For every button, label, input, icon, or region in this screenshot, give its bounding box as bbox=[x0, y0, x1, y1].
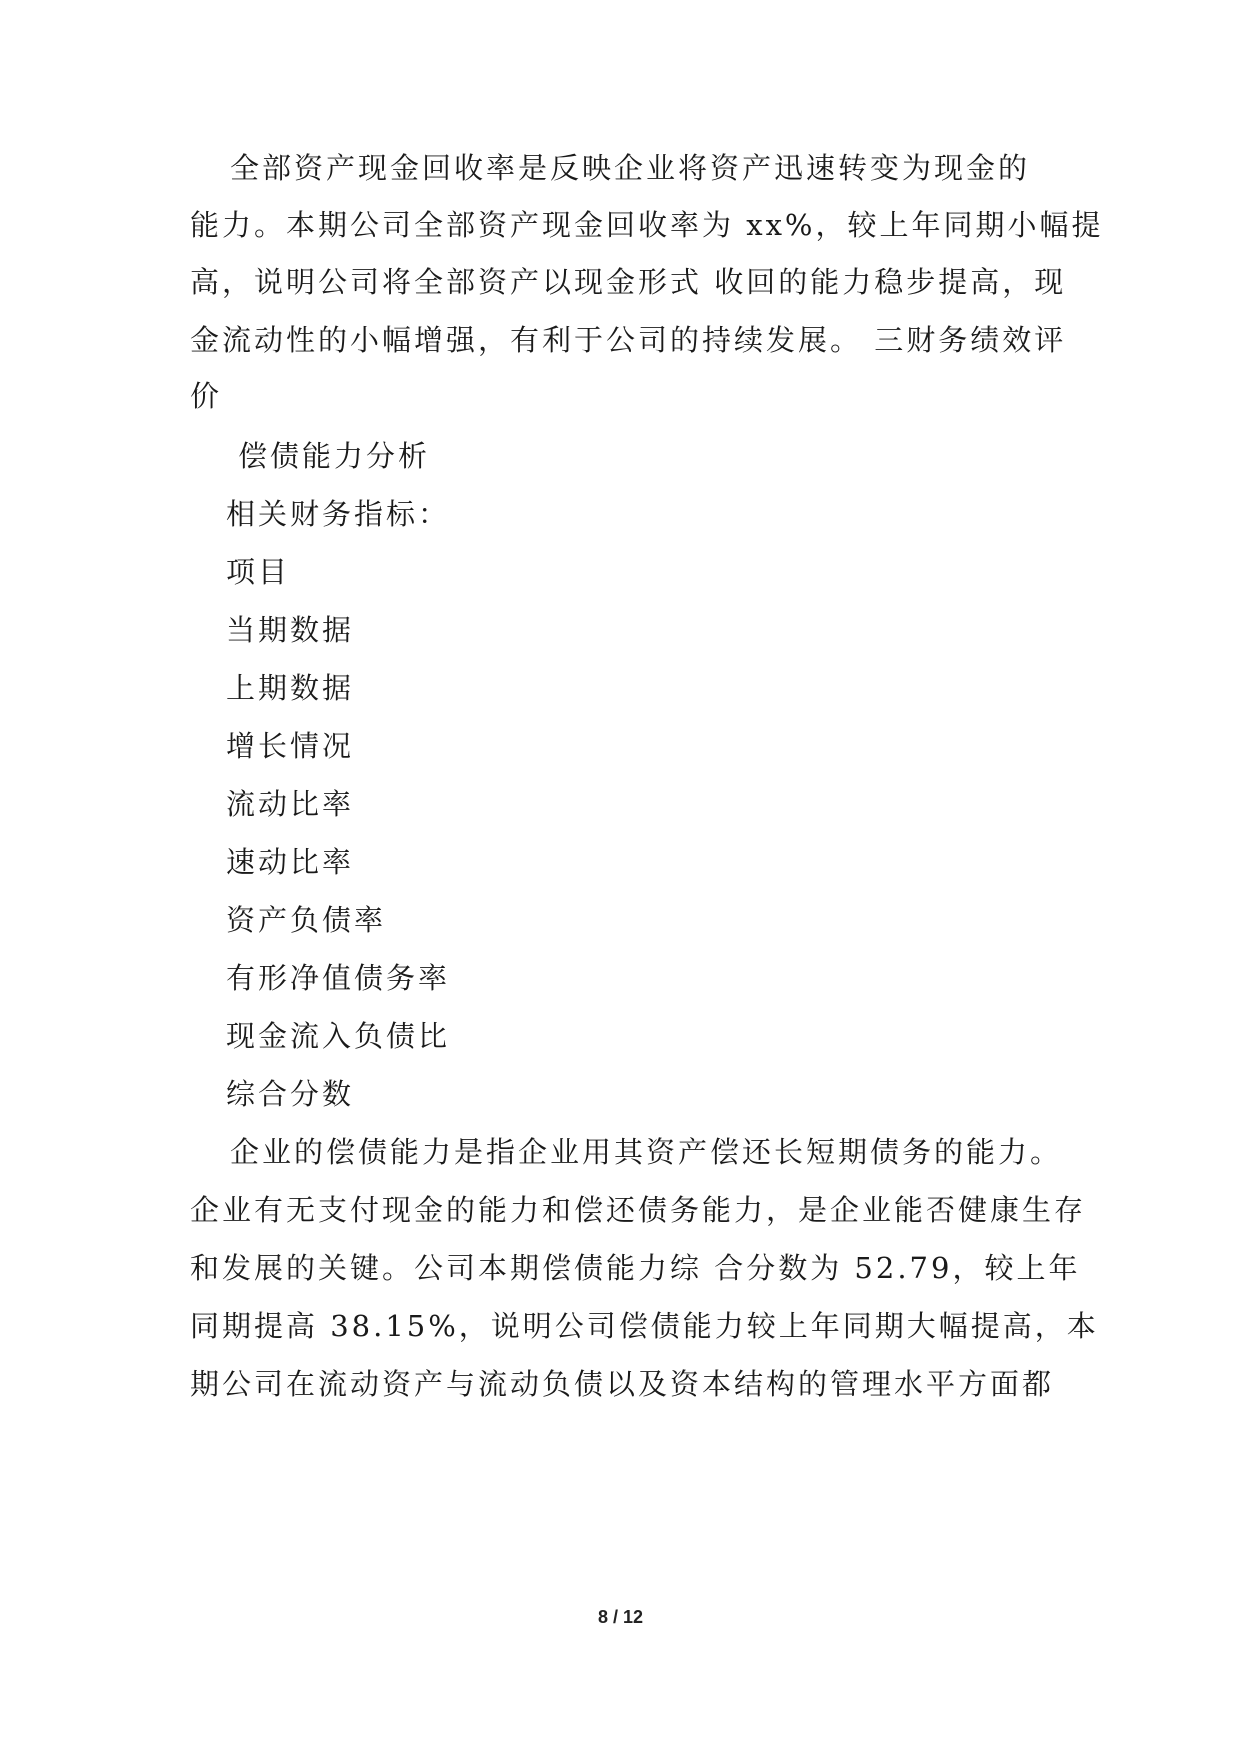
paragraph-line: 高，说明公司将全部资产以现金形式 收回的能力稳步提高，现 bbox=[190, 265, 1067, 299]
paragraph-line: 能力。本期公司全部资产现金回收率为 xx%，较上年同期小幅提 bbox=[190, 208, 1104, 242]
paragraph-line: 企业有无支付现金的能力和偿还债务能力，是企业能否健康生存 bbox=[190, 1193, 1087, 1227]
paragraph-line: 全部资产现金回收率是反映企业将资产迅速转变为现金的 bbox=[230, 151, 1031, 185]
list-item: 综合分数 bbox=[226, 1077, 355, 1111]
paragraph-line: 金流动性的小幅增强，有利于公司的持续发展。 三财务绩效评 bbox=[190, 323, 1067, 357]
list-item: 流动比率 bbox=[226, 787, 355, 821]
page-number: 8 / 12 bbox=[597, 1607, 644, 1627]
indicator-intro: 相关财务指标： bbox=[226, 497, 451, 531]
list-item: 增长情况 bbox=[226, 729, 355, 763]
list-item: 资产负债率 bbox=[226, 903, 387, 937]
paragraph-line: 期公司在流动资产与流动负债以及资本结构的管理水平方面都 bbox=[190, 1367, 1055, 1401]
paragraph-line: 同期提高 38.15%，说明公司偿债能力较上年同期大幅提高，本 bbox=[190, 1309, 1099, 1343]
list-item: 现金流入负债比 bbox=[226, 1019, 451, 1053]
list-item: 有形净值债务率 bbox=[226, 961, 451, 995]
list-item: 上期数据 bbox=[226, 671, 355, 705]
list-item: 速动比率 bbox=[226, 845, 355, 879]
section-heading: 偿债能力分析 bbox=[238, 439, 431, 473]
paragraph-line: 价 bbox=[190, 379, 223, 413]
list-item: 项目 bbox=[226, 555, 291, 589]
paragraph-line: 企业的偿债能力是指企业用其资产偿还长短期债务的能力。 bbox=[230, 1135, 1063, 1169]
list-item: 当期数据 bbox=[226, 613, 355, 647]
paragraph-line: 和发展的关键。公司本期偿债能力综 合分数为 52.79，较上年 bbox=[190, 1251, 1081, 1285]
